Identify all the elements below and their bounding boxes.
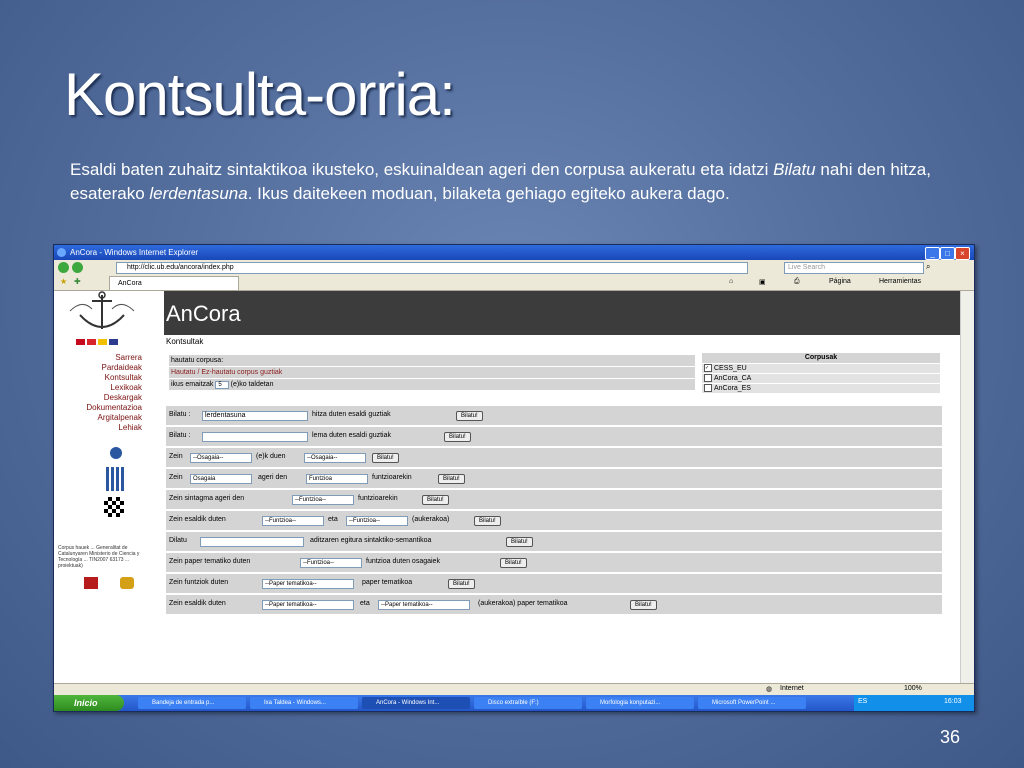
corpus-name: AnCora_ES — [714, 385, 751, 392]
close-icon[interactable]: × — [955, 247, 970, 260]
bilatu-button[interactable]: Bilatu! — [444, 432, 471, 442]
ie-icon — [57, 248, 66, 257]
generalitat-logo-icon — [84, 577, 98, 589]
corpus-select-box — [169, 355, 695, 389]
menu-item-deskargak[interactable]: Deskargak — [103, 393, 142, 402]
query-content — [166, 337, 942, 683]
function-select-2[interactable]: --Funtzioa-- — [346, 516, 408, 526]
bilatu-button[interactable]: Bilatu! — [448, 579, 475, 589]
query-row-verb — [166, 532, 942, 551]
row-label: paper tematikoa — [362, 579, 413, 586]
corpus-panel — [702, 353, 940, 393]
query-row-function-role — [166, 574, 942, 593]
menu-item-pardaideak[interactable]: Pardaideak — [101, 363, 142, 372]
flag-es-icon[interactable] — [76, 339, 85, 345]
bilatu-button[interactable]: Bilatu! — [372, 453, 399, 463]
row-label: funtzioarekin — [358, 495, 398, 502]
search-input[interactable]: Live Search — [784, 262, 924, 274]
taskbar — [54, 695, 974, 711]
flag-en-icon[interactable] — [109, 339, 118, 345]
query-row-function — [166, 469, 942, 488]
window-title: AnCora - Windows Internet Explorer — [70, 248, 199, 257]
row-label: ageri den — [258, 474, 288, 481]
row-label: (e)k duen — [256, 453, 286, 460]
row-label: Zein esaldik duten — [169, 600, 226, 607]
menu-item-lexikoak[interactable]: Lexikoak — [110, 383, 142, 392]
row-label: Bilatu : — [169, 432, 191, 439]
back-icon[interactable] — [58, 262, 69, 273]
body-text-2: nahi den hitza, esaterako — [70, 160, 931, 203]
site-menu — [54, 337, 158, 683]
select-label: hautatu corpusa: — [169, 355, 695, 366]
status-zone: Internet — [780, 685, 804, 692]
browser-screenshot — [53, 244, 975, 712]
sample-row — [169, 379, 695, 390]
task-button[interactable]: Ixa Taldea - Windows... — [250, 697, 358, 709]
feeds-icon[interactable]: ▣ — [759, 279, 766, 286]
slide-number: 36 — [940, 727, 961, 747]
corpus-header: Corpusak — [702, 353, 940, 363]
corpus-name: CESS_EU — [714, 365, 747, 372]
row-label: lema duten esaldi guztiak — [312, 432, 391, 439]
task-button[interactable]: Bandeja de entrada p... — [138, 697, 246, 709]
corpus-checkbox[interactable]: ✓ — [704, 364, 712, 372]
sponsor-logo-icon — [106, 467, 124, 491]
query-row-phrase — [166, 490, 942, 509]
function-select[interactable]: --Funtzioa-- — [300, 558, 362, 568]
ministry-logo-icon — [120, 577, 134, 589]
function-select[interactable]: --Funtzioa-- — [292, 495, 354, 505]
section-title: Kontsultak — [166, 337, 204, 346]
row-label: Zein — [169, 453, 183, 460]
verb-input[interactable] — [200, 537, 304, 547]
corpus-option — [702, 364, 940, 373]
menu-tools[interactable]: Herramientas — [879, 278, 922, 285]
row-label: Zein paper tematiko duten — [169, 558, 251, 565]
bilatu-button[interactable]: Bilatu! — [422, 495, 449, 505]
language-flags — [76, 339, 120, 347]
bilatu-button[interactable]: Bilatu! — [500, 558, 527, 568]
row-label: funtzioa duten osagaiek — [366, 558, 440, 565]
role-select[interactable]: --Paper tematikoa-- — [262, 579, 354, 589]
row-label: (aukerakoa) — [412, 516, 450, 523]
university-logo-icon — [110, 447, 122, 459]
corpus-name: AnCora_CA — [714, 375, 752, 382]
menu-page[interactable]: Página — [829, 278, 851, 285]
word-input[interactable]: lerdentasuna — [202, 411, 308, 421]
task-button[interactable]: Disco extraíble (F:) — [474, 697, 582, 709]
row-label: Bilatu : — [169, 411, 191, 418]
menu-item-argitalpenak[interactable]: Argitalpenak — [97, 413, 142, 422]
row-label: hitza duten esaldi guztiak — [312, 411, 391, 418]
task-button[interactable]: AnCora - Windows Int... — [362, 697, 470, 709]
row-label: (aukerakoa) paper tematikoa — [478, 600, 568, 607]
menu-item-kontsultak[interactable]: Kontsultak — [104, 373, 142, 382]
body-text-3: . Ikus daitekeen moduan, bilaketa gehiago egiteko aukera dago. — [247, 184, 730, 203]
anchor-logo — [54, 291, 164, 335]
row-label: Zein sintagma ageri den — [169, 495, 245, 502]
select-all-link[interactable]: Hautatu / Ez-hautatu corpus guztiak — [169, 367, 695, 378]
flag-ca-icon[interactable] — [98, 339, 107, 345]
command-bar — [54, 275, 974, 291]
task-button[interactable]: Microsoft PowerPoint ... — [698, 697, 806, 709]
window-titlebar — [54, 245, 974, 260]
web-page — [54, 291, 960, 683]
add-favorite-icon[interactable]: ✚ — [74, 277, 81, 286]
role-select-2[interactable]: --Paper tematikoa-- — [378, 600, 470, 610]
bilatu-button[interactable]: Bilatu! — [506, 537, 533, 547]
favorites-star-icon[interactable]: ★ — [60, 277, 68, 286]
bilatu-button[interactable]: Bilatu! — [456, 411, 483, 421]
row-label: Dilatu — [169, 537, 187, 544]
body-text-1: Esaldi baten zuhaitz sintaktikoa ikusteko, eskuinaldean ageri den corpusa aukeratu eta idatzi — [70, 160, 774, 179]
bilatu-button[interactable]: Bilatu! — [630, 600, 657, 610]
url-input[interactable]: http://clic.ub.edu/ancora/index.php — [116, 262, 748, 274]
maximize-icon[interactable]: □ — [940, 247, 955, 260]
row-label: aditzaren egitura sintaktiko-semantikoa — [310, 537, 432, 544]
sample-label: ikus emaitzak — [171, 381, 214, 388]
row-label: Zein — [169, 474, 183, 481]
query-row-word — [166, 406, 942, 425]
start-button[interactable]: Inicio — [54, 695, 124, 711]
query-row-lemma — [166, 427, 942, 446]
flag-eu-icon[interactable] — [87, 339, 96, 345]
forward-icon[interactable] — [72, 262, 83, 273]
globe-icon: ◍ — [766, 686, 773, 693]
row-label: Zein esaldik duten — [169, 516, 226, 523]
lemma-input[interactable] — [202, 432, 308, 442]
slide-body — [70, 158, 960, 206]
system-tray — [854, 695, 974, 711]
minimize-icon[interactable]: _ — [925, 247, 940, 260]
query-row-thematic — [166, 553, 942, 572]
row-label: eta — [360, 600, 370, 607]
corpus-checkbox[interactable] — [704, 374, 712, 382]
body-emphasis-example: lerdentasuna — [149, 184, 248, 203]
menu-item-sarrera[interactable]: Sarrera — [115, 353, 142, 362]
zoom-level[interactable]: 100% — [904, 685, 922, 692]
row-label: funtzioarekin — [372, 474, 412, 481]
corpus-option — [702, 374, 940, 383]
query-row-sentence-function — [166, 511, 942, 530]
body-emphasis-bilatu: Bilatu — [773, 160, 816, 179]
constituent-select[interactable]: Osagaia — [190, 474, 252, 484]
sample-select[interactable]: 5 — [215, 381, 228, 389]
bilatu-button[interactable]: Bilatu! — [474, 516, 501, 526]
slide-title: Kontsulta-orria: — [64, 61, 455, 128]
site-brand: AnCora — [166, 301, 241, 326]
corpus-option — [702, 384, 940, 393]
menu-item-lehiak[interactable]: Lehiak — [118, 423, 142, 432]
query-row-constituent — [166, 448, 942, 467]
row-label: eta — [328, 516, 338, 523]
clock: 16:03 — [944, 698, 962, 705]
bilatu-button[interactable]: Bilatu! — [438, 474, 465, 484]
task-button[interactable]: Morfologia konputazi... — [586, 697, 694, 709]
menu-item-dokumentazioa[interactable]: Dokumentazioa — [86, 403, 142, 412]
constituent-select[interactable]: --Osagaia-- — [190, 453, 252, 463]
checkered-logo-icon — [104, 497, 124, 517]
row-label: Zein funtziok duten — [169, 579, 229, 586]
site-header — [54, 291, 960, 335]
search-icon[interactable]: ⌕ — [926, 262, 931, 271]
corpus-checkbox[interactable] — [704, 384, 712, 392]
constituent-select-2[interactable]: --Osagaia-- — [304, 453, 366, 463]
address-bar — [54, 260, 974, 276]
vertical-scrollbar[interactable] — [960, 291, 975, 683]
role-select[interactable]: --Paper tematikoa-- — [262, 600, 354, 610]
query-row-sentence-role — [166, 595, 942, 614]
function-select[interactable]: Funtzioa — [306, 474, 368, 484]
language-indicator[interactable]: ES — [858, 698, 868, 705]
sponsor-text: Corpus hauek ... Generalitat de Catalunyaren Ministerio de Ciencia y Tecnología ... TIN2007 63173 ... proiektuak) — [58, 545, 140, 569]
sample-label-b: (e)ko taldetan — [230, 381, 274, 388]
home-icon[interactable]: ⌂ — [729, 278, 734, 285]
tab-ancora[interactable]: AnCora — [109, 276, 239, 291]
print-icon[interactable]: ⎙ — [794, 278, 800, 285]
function-select[interactable]: --Funtzioa-- — [262, 516, 324, 526]
